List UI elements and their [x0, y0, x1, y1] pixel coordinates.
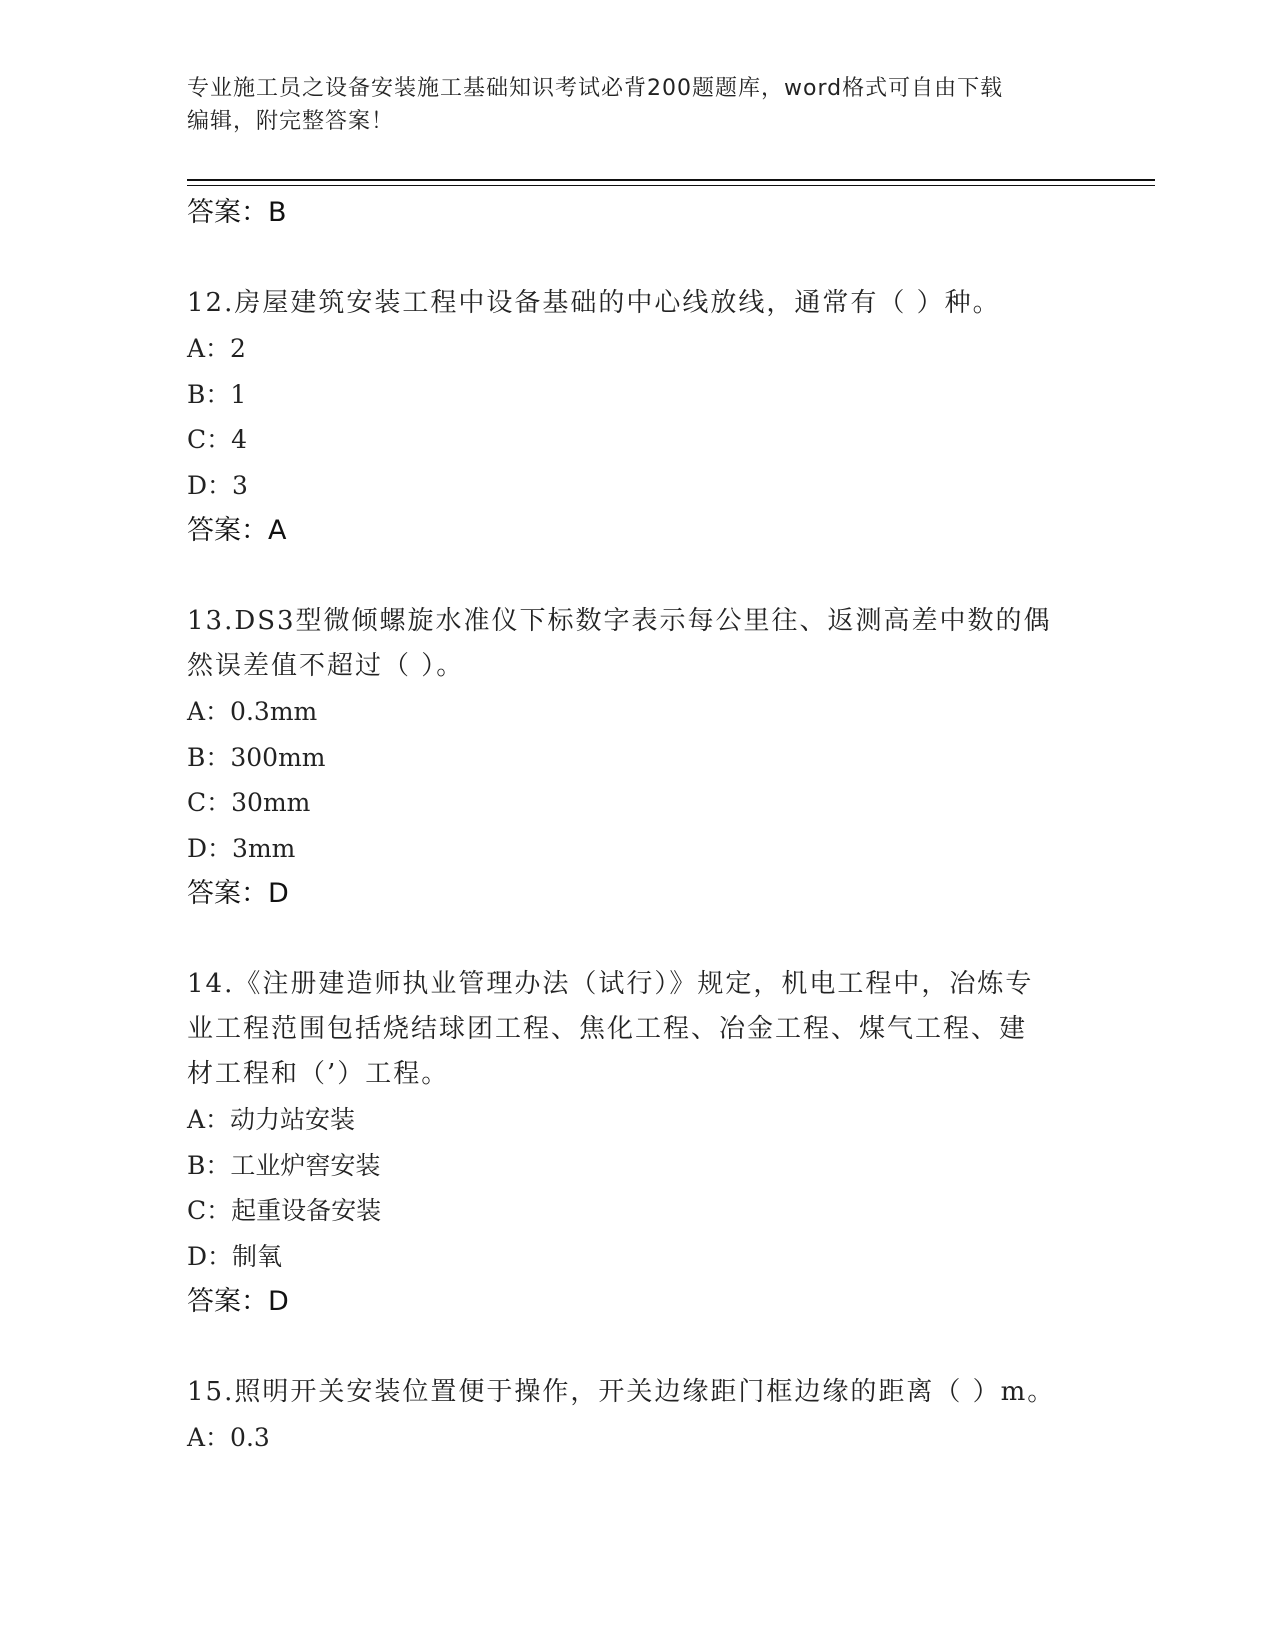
question-12 [187, 281, 1087, 553]
option-c: C：4 [187, 425, 248, 454]
header-divider [187, 179, 1155, 181]
question-text: 12.房屋建筑安装工程中设备基础的中心线放线，通常有（ ）种。 [187, 288, 1001, 318]
option-c: C：起重设备安装 [187, 1196, 382, 1225]
option-a: A：0.3 [187, 1423, 270, 1452]
option-d: D：3 [187, 470, 248, 500]
answer: 答案：A [187, 515, 287, 546]
question-text-line-2: 业工程范围包括烧结球团工程、焦化工程、冶金工程、煤气工程、建 [187, 1014, 1028, 1044]
question-text: 15.照明开关安装位置便于操作，开关边缘距门框边缘的距离（ ）m。 [187, 1377, 1056, 1407]
option-b: B：300mm [187, 742, 326, 772]
answer: 答案：D [187, 878, 289, 909]
question-15 [187, 1370, 1087, 1461]
option-c: C：30mm [187, 788, 311, 817]
question-text-line-1: 14.《注册建造师执业管理办法（试行）》规定，机电工程中，冶炼专 [187, 969, 1034, 999]
question-14 [187, 962, 1087, 1324]
page-header [187, 72, 1087, 138]
option-a: A：0.3mm [187, 697, 318, 726]
document-body [187, 190, 1087, 1461]
header-divider-thin [187, 185, 1155, 186]
option-a: A：2 [187, 334, 246, 363]
question-text-line-2: 然误差值不超过（ ）。 [187, 651, 465, 681]
option-d: D：3mm [187, 833, 296, 863]
header-line-1: 专业施工员之设备安装施工基础知识考试必背200题题库，word格式可自由下载 [187, 76, 1004, 101]
option-a: A：动力站安装 [187, 1105, 356, 1134]
answer-11: 答案：B [187, 197, 287, 228]
option-b: B：1 [187, 379, 247, 409]
question-text-line-3: 材工程和（’）工程。 [187, 1059, 450, 1089]
answer: 答案：D [187, 1286, 289, 1317]
option-d: D：制氧 [187, 1241, 283, 1271]
header-line-2: 编辑，附完整答案！ [187, 109, 395, 134]
option-b: B：工业炉窖安装 [187, 1150, 381, 1180]
question-13 [187, 599, 1087, 916]
question-text-line-1: 13.DS3型微倾螺旋水准仪下标数字表示每公里往、返测高差中数的偶 [187, 606, 1052, 636]
